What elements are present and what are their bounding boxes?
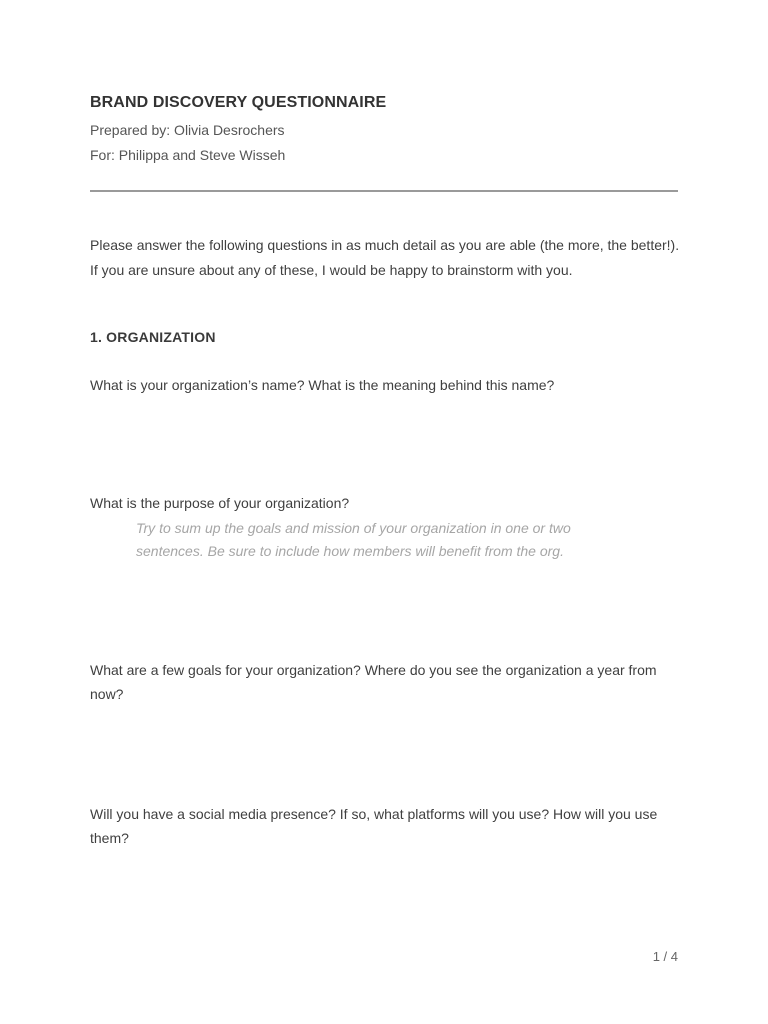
- question-3: What are a few goals for your organization? Where do you see the organization a year from now?: [90, 662, 657, 702]
- prepared-for: For: Philippa and Steve Wisseh: [90, 147, 286, 163]
- question-1: What is your organization’s name? What is the meaning behind this name?: [90, 377, 555, 393]
- prepared-by: Prepared by: Olivia Desrochers: [90, 122, 285, 138]
- question-2: What is the purpose of your organization?: [90, 495, 350, 511]
- section-heading: 1. ORGANIZATION: [90, 329, 216, 345]
- question-2-hint: Try to sum up the goals and mission of your organization in one or two sentences. Be sure to include how members will benefit from the org.: [136, 520, 571, 559]
- document-title: BRAND DISCOVERY QUESTIONNAIRE: [90, 94, 387, 111]
- question-4: Will you have a social media presence? If so, what platforms will you use? How will you use them?: [90, 806, 658, 846]
- page-number: 1 / 4: [652, 949, 678, 964]
- header-divider: [90, 190, 678, 192]
- intro-paragraph: Please answer the following questions in as much detail as you are able (the more, the better!). If you are unsure about any of these, I would be happy to brainstorm with you.: [90, 237, 680, 278]
